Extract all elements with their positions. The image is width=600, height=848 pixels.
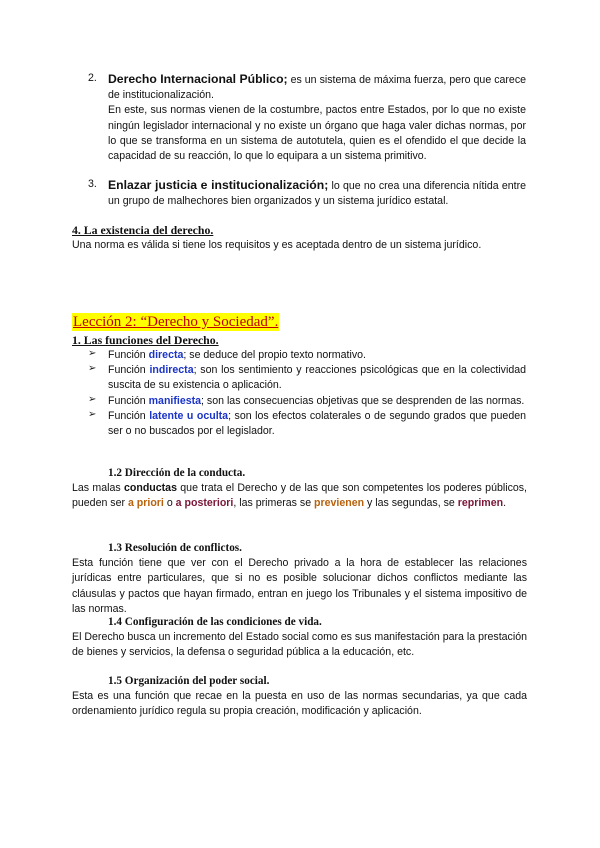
bullet-text: ; son los sentimiento y reacciones psicológicas que en la colectividad suscita de su existencia o aplicación. xyxy=(108,364,526,392)
list-item-lead xyxy=(108,72,526,103)
lesson-title: Lección 2: “Derecho y Sociedad”. xyxy=(73,314,279,330)
bullet-prefix: Función xyxy=(108,364,150,377)
item-title: Derecho Internacional Público; xyxy=(108,72,288,86)
text-run: , las primeras se xyxy=(233,497,315,510)
list-item xyxy=(88,394,526,409)
section-text: Una norma es válida si tiene los requisitos y es aceptada dentro de un sistema jurídico. xyxy=(72,239,482,252)
function-keyword: latente u oculta xyxy=(149,409,229,422)
arrow-bullet-icon: ➢ xyxy=(88,348,97,359)
section-heading: 1. Las funciones del Derecho. xyxy=(72,333,219,347)
arrow-bullet-icon: ➢ xyxy=(88,408,97,420)
function-keyword: manifiesta xyxy=(148,394,202,407)
bullet-text: ; se deduce del propio texto normativo. xyxy=(183,349,366,361)
list-number: 3. xyxy=(88,178,97,190)
subsection-heading: 1.2 Dirección de la conducta. xyxy=(108,467,246,479)
list-item xyxy=(88,348,526,363)
subsection-heading: 1.4 Configuración de las condiciones de vida. xyxy=(108,616,322,628)
subsection-text xyxy=(72,481,527,511)
section-4 xyxy=(72,223,527,253)
list-item-2 xyxy=(88,72,526,164)
item-paragraph: En este, sus normas vienen de la costumbre, pactos entre Estados, por lo que no existe ningún legislador internacional y no existe un órgano que haga valer dichas normas, por lo que se transforma en un sistema de autotutela, quien es el ofendido el que decide la capacidad de su reacción, lo que lo equipara a un sistema primitivo. xyxy=(108,104,526,163)
function-list xyxy=(88,348,526,439)
subsection-text: El Derecho busca un incremento del Estado social como es sus manifestación para la prestación de bienes y servicios, la defensa o seguridad pública a la educación, etc. xyxy=(72,631,527,659)
subsection-heading: 1.3 Resolución de conflictos. xyxy=(108,542,242,554)
arrow-bullet-icon: ➢ xyxy=(88,393,97,405)
text-run: que trata el Derecho y de las que son competentes los poderes públicos, pueden ser xyxy=(72,482,527,510)
function-keyword: indirecta xyxy=(149,364,194,377)
text-run: o xyxy=(163,497,176,510)
term-reprimen: reprimen xyxy=(457,497,504,510)
bullet-text: ; son las consecuencias objetivas que se desprenden de las normas. xyxy=(201,394,525,407)
section-1-2 xyxy=(72,466,527,512)
subsection-text: Esta es una función que recae en la puesta en uso de las normas secundarias, ya que cada ordenamiento jurídico regula su propia creación, modificación y aplicación. xyxy=(72,690,527,718)
bullet-prefix: Función xyxy=(108,394,149,407)
lesson-title-block xyxy=(72,313,527,331)
bullet-text: ; son los efectos colaterales o de segundo grados que pueden ser o no buscados por el legislador. xyxy=(108,409,526,438)
list-item xyxy=(88,409,526,439)
list-item-lead xyxy=(108,178,526,209)
list-number: 2. xyxy=(88,72,97,84)
term-conductas: conductas xyxy=(123,482,177,495)
list-item xyxy=(88,363,526,393)
item-lead-text: es un sistema de máxima fuerza, pero que carece de institucionalización. xyxy=(108,74,527,102)
term-a-priori: a priori xyxy=(127,497,164,510)
item-lead-text: lo que no crea una diferencia nítida entre un grupo de malhechores bien organizados y un sistema jurídico estatal. xyxy=(108,180,526,208)
text-run: y las segundas, se xyxy=(364,497,458,510)
bullet-prefix: Función xyxy=(108,349,149,361)
arrow-bullet-icon: ➢ xyxy=(88,363,97,375)
section-1-3 xyxy=(72,541,527,617)
function-keyword: directa xyxy=(148,349,184,361)
text-run: Las malas xyxy=(72,482,124,495)
list-item-3 xyxy=(88,178,526,209)
text-run: . xyxy=(503,497,507,510)
item-title: Enlazar justicia e institucionalización; xyxy=(108,178,329,192)
subsection-heading: 1.5 Organización del poder social. xyxy=(108,675,270,687)
section-1-5 xyxy=(72,674,527,720)
term-previenen: previenen xyxy=(314,497,365,510)
subsection-text: Esta función tiene que ver con el Derecho privado a la hora de establecer las relaciones jurídicas entre particulares, que si no es posible solucionar dichos conflictos mediante las cláusulas y pactos que hayan firmado, entran en juego los Tribunales y el sistema impositivo de las normas. xyxy=(72,557,527,615)
term-a-posteriori: a posteriori xyxy=(175,497,234,510)
section-1-4 xyxy=(72,615,527,661)
section-heading: 4. La existencia del derecho. xyxy=(72,223,214,237)
bullet-prefix: Función xyxy=(108,409,150,422)
section-1-heading-block xyxy=(72,333,527,348)
